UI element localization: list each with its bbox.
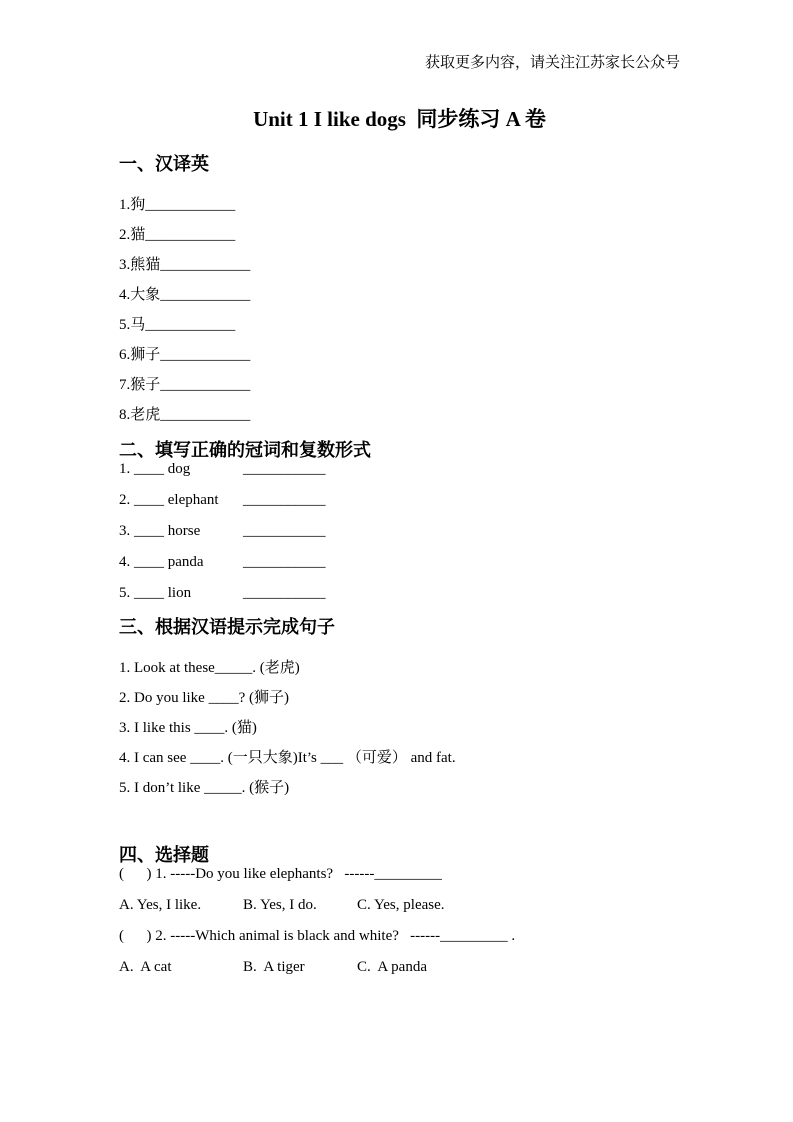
article-plural-prompt: 3. ____ horse <box>119 523 201 539</box>
plural-blank: ___________ <box>243 585 326 601</box>
translation-item-2: 2.猫____________ <box>119 227 236 243</box>
sentence-item-4: 4. I can see ____. (一只大象)It’s ___ （可爱） and fat. <box>119 750 456 766</box>
plural-blank: ___________ <box>243 554 326 570</box>
translation-item-5: 5.马____________ <box>119 317 236 333</box>
page-title: Unit 1 I like dogs 同步练习 A 卷 <box>253 107 546 131</box>
header-note: 获取更多内容，请关注江苏家长公众号 <box>424 55 680 71</box>
section-3-heading: 三、根据汉语提示完成句子 <box>119 617 335 637</box>
choice-question-1-stem: ( ) 1. -----Do you like elephants? ------_________ <box>119 866 442 882</box>
section-1-heading: 一、汉译英 <box>119 154 209 174</box>
plural-blank: ___________ <box>243 461 326 477</box>
translation-item-7: 7.猴子____________ <box>119 377 251 393</box>
article-plural-prompt: 4. ____ panda <box>119 554 204 570</box>
option-b: B. Yes, I do. <box>243 897 317 913</box>
article-plural-row-2 <box>119 492 680 508</box>
choice-question-1-options <box>119 897 680 913</box>
article-plural-row-5 <box>119 585 680 601</box>
plural-blank: ___________ <box>243 492 326 508</box>
sentence-item-5: 5. I don’t like _____. (猴子) <box>119 780 290 796</box>
choice-question-2-stem: ( ) 2. -----Which animal is black and white? ------_________ . <box>119 928 516 944</box>
translation-item-6: 6.狮子____________ <box>119 347 251 363</box>
option-a: A. A cat <box>119 959 172 975</box>
choice-question-2-options <box>119 959 680 975</box>
article-plural-row-4 <box>119 554 680 570</box>
section-2-heading: 二、填写正确的冠词和复数形式 <box>119 440 371 460</box>
article-plural-prompt: 5. ____ lion <box>119 585 192 601</box>
article-plural-row-3 <box>119 523 680 539</box>
option-b: B. A tiger <box>243 959 305 975</box>
option-c: C. Yes, please. <box>357 897 445 913</box>
option-a: A. Yes, I like. <box>119 897 202 913</box>
sentence-item-3: 3. I like this ____. (猫) <box>119 720 257 736</box>
article-plural-prompt: 1. ____ dog <box>119 461 191 477</box>
plural-blank: ___________ <box>243 523 326 539</box>
translation-item-4: 4.大象____________ <box>119 287 251 303</box>
option-c: C. A panda <box>357 959 427 975</box>
translation-item-8: 8.老虎____________ <box>119 407 251 423</box>
translation-item-3: 3.熊猫____________ <box>119 257 251 273</box>
section-4-heading: 四、选择题 <box>119 845 209 865</box>
article-plural-prompt: 2. ____ elephant <box>119 492 219 508</box>
translation-item-1: 1.狗____________ <box>119 197 236 213</box>
sentence-item-1: 1. Look at these_____. (老虎) <box>119 660 300 676</box>
sentence-item-2: 2. Do you like ____? (狮子) <box>119 690 289 706</box>
article-plural-row-1 <box>119 461 680 477</box>
